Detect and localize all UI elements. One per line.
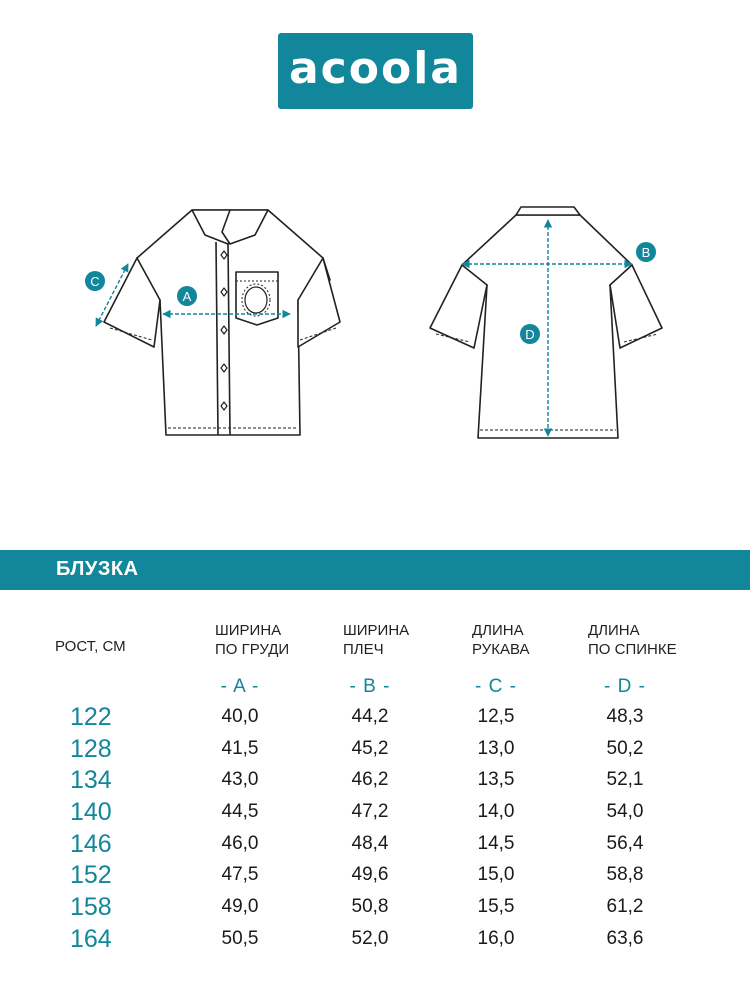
cell-b: 45,2 [351, 737, 389, 759]
cell-b: 52,0 [351, 927, 389, 949]
table-row [0, 766, 750, 798]
cell-c: 14,0 [477, 801, 515, 823]
cell-d: 52,1 [606, 769, 644, 791]
cell-a: 47,5 [221, 864, 259, 886]
column-header-chest-width: ШИРИНА ПО ГРУДИ [215, 622, 290, 658]
cell-c: 12,5 [477, 706, 515, 727]
cell-b: 50,8 [351, 896, 389, 918]
measure-marker-c [85, 271, 105, 291]
cell-b: 44,2 [351, 706, 389, 727]
cell-d: 50,2 [606, 737, 644, 759]
cell-a: 49,0 [221, 896, 259, 918]
cell-d: 56,4 [606, 832, 644, 854]
product-title: БЛУЗКА [56, 558, 139, 580]
garment-technical-drawings [0, 180, 750, 460]
row-height-value: 134 [70, 766, 112, 795]
row-height-value: 122 [70, 703, 112, 731]
table-row [0, 861, 750, 893]
cell-c: 14,5 [477, 832, 515, 854]
column-code-b: - B - [349, 676, 391, 697]
height-column-header: РОСТ, СМ [55, 638, 126, 655]
table-row [0, 735, 750, 767]
row-height-value: 158 [70, 893, 112, 922]
brand-logo [278, 33, 473, 109]
column-code-c: - C - [475, 676, 517, 697]
table-row [0, 830, 750, 862]
cell-c: 15,0 [477, 864, 515, 886]
table-row [0, 925, 750, 957]
brand-logo-text: acoola [288, 43, 462, 94]
cell-c: 13,5 [477, 769, 515, 791]
cell-b: 48,4 [351, 832, 389, 854]
table-row [0, 703, 750, 735]
cell-c: 15,5 [477, 896, 515, 918]
cell-d: 48,3 [606, 706, 644, 727]
cell-c: 13,0 [477, 737, 515, 759]
row-height-value: 140 [70, 798, 112, 827]
cell-b: 46,2 [351, 769, 389, 791]
cell-a: 43,0 [221, 769, 259, 791]
cell-b: 47,2 [351, 801, 389, 823]
row-height-value: 146 [70, 829, 112, 858]
svg-text:B: B [641, 245, 651, 260]
svg-text:A: A [182, 289, 192, 304]
shirt-back-drawing [430, 207, 662, 438]
size-table [0, 703, 750, 957]
cell-a: 41,5 [221, 737, 259, 759]
cell-d: 61,2 [606, 896, 644, 918]
column-code-a: - A - [220, 676, 260, 697]
cell-a: 44,5 [221, 801, 259, 823]
cell-d: 63,6 [606, 927, 644, 949]
cell-a: 46,0 [221, 832, 259, 854]
measure-marker-d [520, 324, 540, 344]
svg-text:D: D [525, 327, 535, 342]
svg-text:C: C [90, 274, 100, 289]
shirt-front-drawing [104, 210, 340, 435]
column-header-back-length: ДЛИНА ПО СПИНКЕ [588, 622, 677, 658]
cell-d: 54,0 [606, 801, 644, 823]
column-header-sleeve-length: ДЛИНА РУКАВА [472, 622, 530, 658]
column-code-d: - D - [604, 676, 646, 697]
column-header-shoulder-width: ШИРИНА ПЛЕЧ [343, 622, 410, 658]
product-title-banner [0, 550, 750, 590]
cell-a: 40,0 [221, 706, 259, 727]
row-height-value: 152 [70, 861, 112, 890]
cell-b: 49,6 [351, 864, 389, 886]
table-row [0, 893, 750, 925]
row-height-value: 128 [70, 734, 112, 763]
measure-marker-a [177, 286, 197, 306]
cell-a: 50,5 [221, 927, 259, 949]
row-height-value: 164 [70, 924, 112, 953]
cell-d: 58,8 [606, 864, 644, 886]
table-row [0, 798, 750, 830]
measure-marker-b [636, 242, 656, 262]
cell-c: 16,0 [477, 927, 515, 949]
